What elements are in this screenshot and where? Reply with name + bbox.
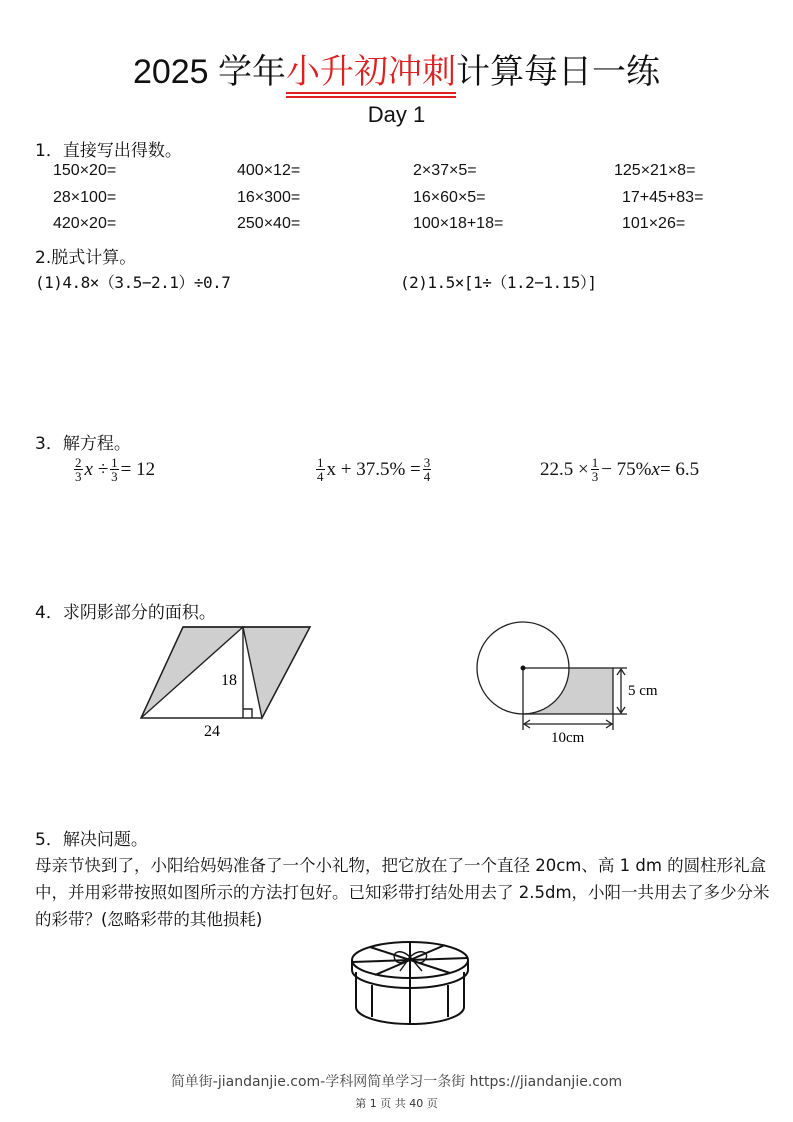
base-label: 24 xyxy=(204,723,220,740)
num: 1 xyxy=(317,455,324,470)
width-label-10cm: 10cm xyxy=(551,730,585,746)
q1-heading: 1．直接写出得数。 xyxy=(35,141,182,161)
calc-item: 17+45+83= xyxy=(622,189,704,206)
page-number: 第 1 页 共 40 页 xyxy=(355,1097,438,1110)
den: 4 xyxy=(423,469,431,484)
q2-item-1: (1)4.8×（3.5−2.1）÷0.7 xyxy=(35,273,231,292)
num: 1 xyxy=(111,455,118,470)
title-highlight: 小升初冲刺 xyxy=(286,44,456,93)
height-label-5cm: 5 cm xyxy=(628,683,658,699)
eq-text: = 6.5 xyxy=(659,458,700,480)
day-label: Day 1 xyxy=(367,102,426,127)
calc-item: 125×21×8= xyxy=(614,162,696,179)
den: 3 xyxy=(111,469,118,484)
calc-item: 400×12= xyxy=(237,162,301,179)
calc-item: 2×37×5= xyxy=(413,162,477,179)
q2-heading: 2.脱式计算。 xyxy=(35,248,137,268)
title-prefix: 2025 学年 xyxy=(132,53,287,91)
eq-text: x + 37.5% = xyxy=(326,458,421,480)
eq-text: − 75% xyxy=(601,458,652,480)
num: 1 xyxy=(591,455,599,470)
den: 3 xyxy=(591,469,599,484)
calc-item: 420×20= xyxy=(53,215,117,232)
den: 3 xyxy=(75,469,82,484)
footer-text: 简单街-jiandanjie.com-学科网简单学习一条街 https://jiandanjie.com xyxy=(170,1074,623,1090)
eq-var: x xyxy=(651,458,660,480)
shaded-triangle-right xyxy=(243,627,310,718)
title-suffix: 计算每日一练 xyxy=(456,53,661,91)
center-dot xyxy=(521,666,526,671)
circle-figure xyxy=(477,622,627,730)
q2-item-2: (2)1.5×[1÷（1.2−1.15）] xyxy=(400,273,597,292)
calc-item: 101×26= xyxy=(622,215,686,232)
den: 4 xyxy=(317,469,324,484)
height-label: 18 xyxy=(221,672,237,689)
q5-heading: 5．解决问题。 xyxy=(35,830,148,850)
q5-text: 母亲节快到了，小阳给妈妈准备了一个小礼物，把它放在了一个直径 20cm、高 1 dm 的圆柱形礼盒中，并用彩带按照如图所示的方法打包好。已知彩带打结处用去了 2.5dm，小阳一共用去了多少分米的彩带？(忽略彩带的其他损耗) xyxy=(35,856,770,929)
calc-item: 28×100= xyxy=(53,189,117,206)
calc-item: 100×18+18= xyxy=(413,215,504,232)
eq-text: 22.5 × xyxy=(540,458,589,480)
num: 2 xyxy=(75,455,82,470)
q3-heading: 3．解方程。 xyxy=(35,434,131,454)
calc-item: 16×60×5= xyxy=(413,189,486,206)
right-angle-mark xyxy=(243,709,252,718)
gift-box-icon xyxy=(340,935,480,1035)
eq-text: = 12 xyxy=(120,458,156,480)
eq-text: x ÷ xyxy=(84,458,109,480)
calc-item: 16×300= xyxy=(237,189,301,206)
num: 3 xyxy=(423,455,431,470)
q4-heading: 4．求阴影部分的面积。 xyxy=(35,603,216,623)
calc-item: 150×20= xyxy=(53,162,117,179)
calc-item: 250×40= xyxy=(237,215,301,232)
